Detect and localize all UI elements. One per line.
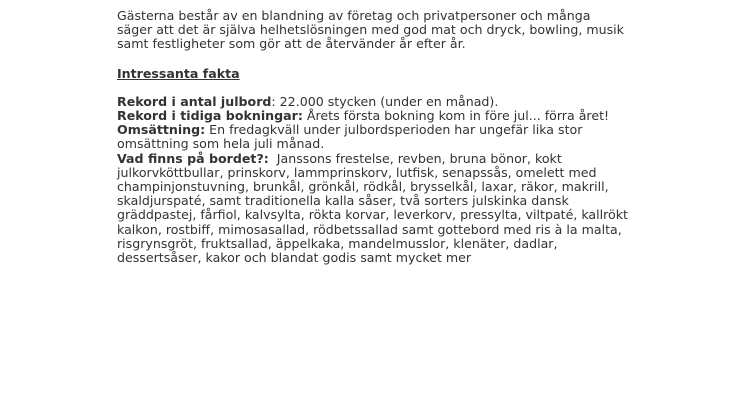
fact-record-bokningar xyxy=(117,109,629,123)
fact-text: Årets första bokning kom in före jul... förra året! xyxy=(302,108,610,124)
fact-text: : 22.000 stycken (under en månad). xyxy=(271,93,499,109)
intro-paragraph: Gästerna består av en blandning av företag och privatpersoner och många säger att det är själva helhetslösningen med god mat och dryck, bowling, musik samt festligheter som gör att de återvänder år efter år. xyxy=(117,8,624,52)
fact-label: Omsättning: xyxy=(117,122,206,138)
fact-omsattning xyxy=(117,123,629,151)
fact-label: Rekord i tidiga bokningar: xyxy=(117,108,303,124)
fact-bordet xyxy=(117,150,632,266)
article-body xyxy=(117,8,632,266)
fact-label: Rekord i antal julbord xyxy=(117,93,272,109)
fact-record-julbord xyxy=(117,95,629,109)
facts-list xyxy=(117,93,632,266)
fact-label: Vad finns på bordet?: xyxy=(117,150,269,166)
fact-text: En fredagkväll under julbordsperioden har ungefär lika stor omsättning som hela juli månad. xyxy=(117,122,583,152)
section-heading: Intressanta fakta xyxy=(117,65,240,81)
fact-text: Janssons frestelse, revben, bruna bönor, kokt julkorvköttbullar, prinskorv, lammprinskorv, lutfisk, senapssås, omelett med champinjonstuvning, brunkål, grönkål, rödkål, brysselkål, laxar, räkor, makrill, skaldjurspaté, samt traditionella kalla såser, två sorters julskinka dansk gräddpastej, fårfiol, kalvsylta, rökta korvar, leverkorv, pressylta, viltpaté, kallrökt kalkon, rostbiff, mimosasallad, rödbetssallad samt gottebord med ris à la malta, risgrynsgröt, fruktsallad, äppelkaka, mandelmusslor, klenäter, dadlar, dessertsåser, kakor och blandat godis samt mycket mer xyxy=(117,150,632,266)
